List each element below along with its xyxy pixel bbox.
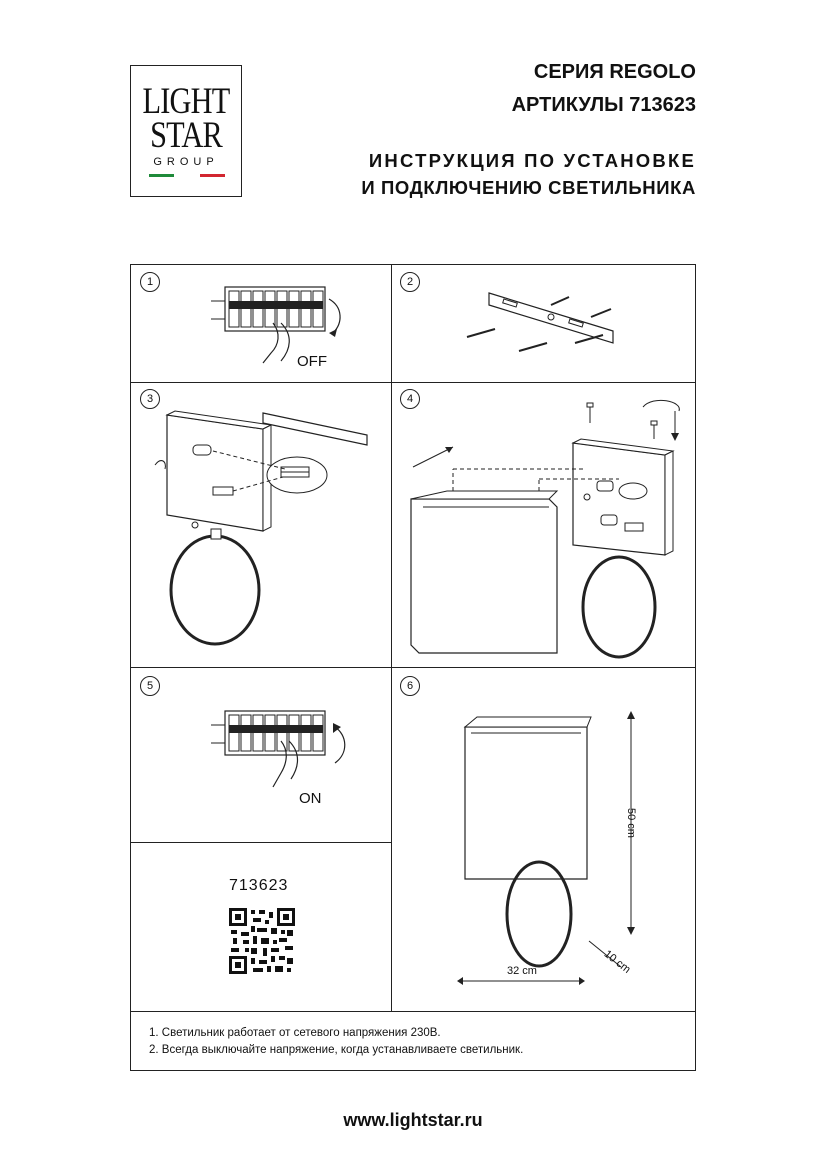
step-1-number: 1 bbox=[140, 272, 160, 292]
step-5-on-label: ON bbox=[299, 790, 322, 807]
website-link[interactable]: www.lightstar.ru bbox=[343, 1110, 483, 1130]
flag-red bbox=[200, 174, 225, 177]
shade-mounting-illustration bbox=[403, 395, 693, 660]
note-voltage: 1. Светильник работает от сетевого напряжения 230В. bbox=[149, 1027, 441, 1039]
step-1-off-label: OFF bbox=[297, 353, 327, 370]
instruction-grid bbox=[130, 264, 696, 1012]
logo-line-light: LIGHT bbox=[142, 81, 230, 122]
step-6-number: 6 bbox=[400, 676, 420, 696]
step-5-number: 5 bbox=[140, 676, 160, 696]
breaker-panel-on-illustration bbox=[211, 707, 351, 807]
instruction-title-line2: И ПОДКЛЮЧЕНИЮ СВЕТИЛЬНИКА bbox=[361, 177, 696, 198]
qr-code-icon bbox=[229, 908, 295, 974]
dimension-depth: 10 cm bbox=[601, 948, 633, 976]
grid-row-divider-3 bbox=[131, 842, 391, 843]
logo-line-group: GROUP bbox=[153, 156, 219, 168]
fixture-dimensions-illustration bbox=[459, 709, 679, 999]
grid-row-divider-1 bbox=[131, 382, 695, 383]
fixture-attach-bracket-illustration bbox=[153, 405, 389, 655]
flag-white bbox=[174, 174, 199, 177]
grid-row-divider-2 bbox=[131, 667, 695, 668]
step-3-number: 3 bbox=[140, 389, 160, 409]
articles-title: АРТИКУЛЫ 713623 bbox=[511, 94, 696, 116]
notes-box bbox=[130, 1012, 696, 1071]
grid-vertical-divider bbox=[391, 265, 392, 1011]
mounting-bracket-screws-illustration bbox=[461, 287, 631, 367]
brand-logo bbox=[130, 65, 242, 197]
series-title: СЕРИЯ REGOLO bbox=[533, 61, 696, 83]
step-4-number: 4 bbox=[400, 389, 420, 409]
breaker-panel-off-illustration bbox=[211, 283, 351, 373]
article-number: 713623 bbox=[229, 877, 289, 894]
dimension-width: 32 cm bbox=[507, 965, 537, 977]
flag-green bbox=[149, 174, 174, 177]
instruction-title-line1: ИНСТРУКЦИЯ ПО УСТАНОВКЕ bbox=[368, 150, 696, 171]
italian-flag-stripe bbox=[149, 174, 225, 177]
step-2-number: 2 bbox=[400, 272, 420, 292]
dimension-height: 50 cm bbox=[625, 808, 637, 838]
logo-line-star: STAR bbox=[150, 115, 222, 156]
note-safety: 2. Всегда выключайте напряжение, когда устанавливаете светильник. bbox=[149, 1044, 524, 1056]
